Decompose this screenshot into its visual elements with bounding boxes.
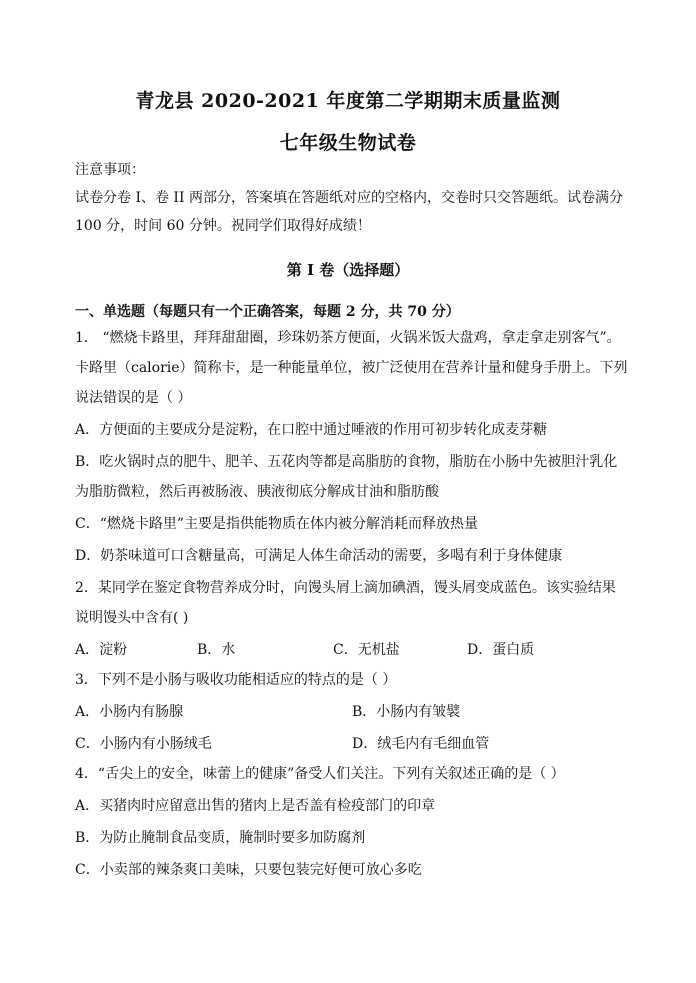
answer-option: C．小卖部的辣条爽口美味，只要包装完好便可放心多吃: [75, 862, 422, 878]
notice-line: 试卷分卷 I、卷 II 两部分，答案填在答题纸对应的空格内，交卷时只交答题纸。试卷满分: [75, 190, 623, 206]
exam-title: 青龙县 2020-2021 年度第二学期期末质量监测: [135, 90, 561, 112]
question-text: 3．下列不是小肠与吸收功能相适应的特点的是（ ）: [75, 672, 397, 688]
answer-option: D．奶茶味道可口含糖量高，可满足人体生命活动的需要，多喝有利于身体健康: [75, 548, 563, 564]
question-text: 说法错误的是（ ）: [75, 390, 192, 406]
question-text: 卡路里（calorie）简称卡，是一种能量单位，被广泛使用在营养计量和健身手册上。下列: [75, 360, 628, 376]
question-text: 2．某同学在鉴定食物营养成分时，向馒头屑上滴加碘酒，馒头屑变成蓝色。该实验结果: [75, 580, 616, 596]
answer-option: B．为防止腌制食品变质，腌制时要多加防腐剂: [75, 830, 366, 846]
answer-option: B．水: [197, 642, 236, 658]
answer-option: A．淀粉: [75, 642, 128, 658]
answer-option: A．买猪肉时应留意出售的猪肉上是否盖有检疫部门的印章: [75, 798, 436, 814]
notice-heading: 注意事项：: [75, 162, 145, 178]
answer-option: D．蛋白质: [467, 642, 535, 658]
question-text: 4．“舌尖上的安全，味蕾上的健康”备受人们关注。下列有关叙述正确的是（ ）: [75, 766, 565, 782]
question-text: 1． “燃烧卡路里，拜拜甜甜圈，珍珠奶茶方便面，火锅米饭大盘鸡，拿走拿走别客气”。: [75, 330, 621, 346]
answer-option: B．吃火锅时点的肥牛、肥羊、五花肉等都是高脂肪的食物，脂肪在小肠中先被胆汁乳化: [75, 454, 618, 470]
answer-option: C．小肠内有小肠绒毛: [75, 736, 212, 752]
section-title: 第 I 卷（选择题）: [286, 261, 410, 279]
notice-line: 100 分，时间 60 分钟。祝同学们取得好成绩！: [75, 218, 371, 234]
answer-option: A．小肠内有肠腺: [75, 704, 184, 720]
answer-option: C．无机盐: [333, 642, 400, 658]
answer-option: B．小肠内有皱襞: [352, 704, 461, 720]
answer-option: 为脂肪微粒，然后再被肠液、胰液彻底分解成甘油和脂肪酸: [75, 484, 439, 500]
answer-option: D．绒毛内有毛细血管: [352, 736, 490, 752]
answer-option: C．“燃烧卡路里”主要是指供能物质在体内被分解消耗而释放热量: [75, 516, 479, 532]
question-text: 说明馒头中含有( ): [75, 610, 189, 626]
exam-subtitle: 七年级生物试卷: [279, 132, 417, 154]
part-heading: 一、单选题（每题只有一个正确答案，每题 2 分，共 70 分）: [75, 304, 460, 320]
answer-option: A．方便面的主要成分是淀粉，在口腔中通过唾液的作用可初步转化成麦芽糖: [75, 422, 548, 438]
